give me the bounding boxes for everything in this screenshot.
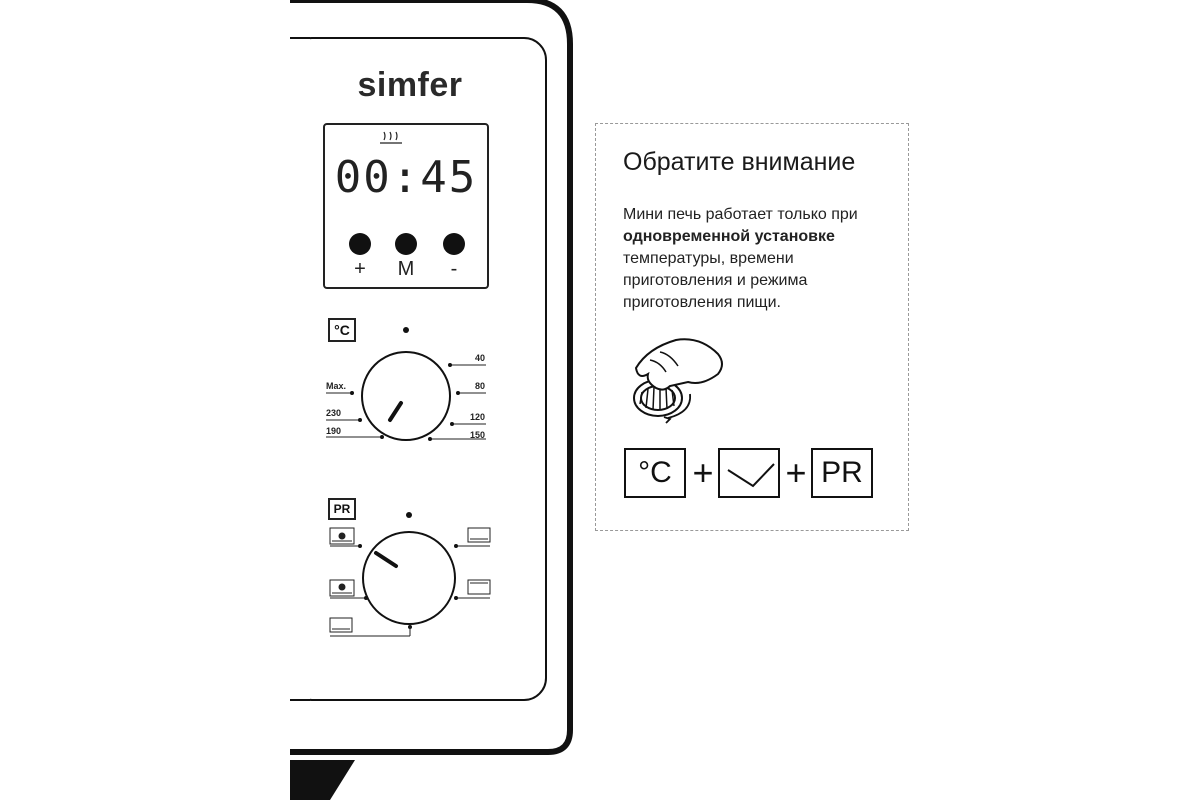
note-text-start: Мини печь работает только при [623,206,858,223]
tick-40: 40 [475,353,486,363]
tick-190: 190 [326,426,342,436]
bottom-heat-icon [330,618,352,632]
tick-max: Max. [326,381,347,391]
tick-120: 120 [470,412,486,422]
formula-mode: PR [811,448,873,498]
plus-button[interactable] [349,233,371,255]
formula-temperature: °C [624,448,686,498]
tick-230: 230 [326,408,342,418]
timer-display: 00:45 [334,152,478,203]
minus-button[interactable] [443,233,465,255]
mode-label: M [397,258,415,280]
top-heat-icon [468,528,490,542]
mode-program-label: PR [328,498,356,520]
temperature-label: °C [328,318,356,342]
formula-plus-1: + [692,452,714,493]
tick-80: 80 [475,381,486,391]
clock-icon [720,450,778,496]
brand-logo: simfer [357,66,463,104]
temperature-knob [362,352,450,440]
mode-button[interactable] [395,233,417,255]
fan-bottom-heat-icon [330,580,354,596]
note-title: Обратите внимание [623,148,856,176]
minus-label: - [450,258,458,280]
mode-knob [363,532,455,624]
oven-foot [290,760,355,800]
note-text [623,204,903,314]
plus-label: + [354,258,366,280]
fan-top-heat-icon [330,528,354,544]
formula-plus-2: + [785,452,807,493]
note-text-bold: одновременной установке [623,228,835,245]
tick-150: 150 [470,430,486,440]
formula-clock [718,448,780,498]
note-text-end: температуры, времени приготовления и режима приготовления пищи. [623,250,808,311]
top-bottom-heat-icon [468,580,490,594]
